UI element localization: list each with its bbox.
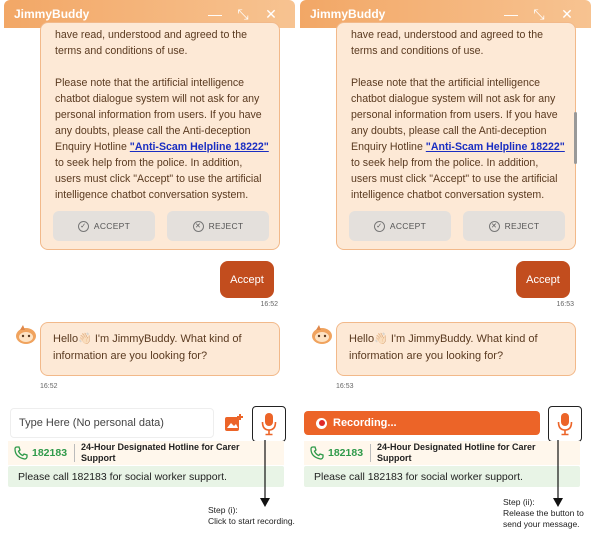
- bot-message-bubble: Hello👋🏻 I'm JimmyBuddy. What kind of information are you looking for?: [40, 322, 280, 376]
- microphone-icon: [261, 412, 277, 436]
- user-message-bubble: Accept: [220, 261, 274, 298]
- check-circle-icon: ✓: [78, 221, 89, 232]
- anti-scam-text-before: Please note that the artificial intelligence chatbot dialogue system will not ask for any personal information from users. If you have any doubts, please call the Anti-deception Enquiry Hotline: [55, 77, 262, 153]
- chat-window-step-1: [4, 0, 295, 490]
- social-worker-info: Please call 182183 for social worker support.: [8, 466, 284, 487]
- recording-indicator: [304, 411, 540, 435]
- phone-icon: [308, 446, 326, 460]
- bot-message-bubble: Hello👋🏻 I'm JimmyBuddy. What kind of information are you looking for?: [336, 322, 576, 376]
- step-2-text-1: Release the button to: [503, 508, 584, 518]
- step-1-arrow: [258, 440, 272, 508]
- image-add-icon[interactable]: [224, 413, 244, 433]
- scrollbar-thumb[interactable]: [574, 112, 577, 164]
- reject-button[interactable]: [463, 211, 565, 241]
- close-icon[interactable]: ✕: [561, 5, 573, 22]
- terms-paragraph: have read, understood and agreed to the terms and conditions of use.: [55, 29, 248, 57]
- close-icon[interactable]: ✕: [265, 5, 277, 22]
- terms-notice-bubble: [336, 22, 576, 250]
- microphone-icon: [557, 412, 573, 436]
- check-circle-icon: ✓: [374, 221, 385, 232]
- step-2-caption: [503, 497, 584, 530]
- accept-label: ACCEPT: [93, 221, 131, 231]
- minimize-icon[interactable]: —: [208, 6, 222, 22]
- step-2-title: Step (ii):: [503, 497, 535, 507]
- app-title: JimmyBuddy: [310, 7, 386, 21]
- record-dot-icon: [316, 418, 327, 429]
- collapse-icon[interactable]: ⤡: [533, 5, 545, 22]
- anti-scam-text-after: to seek help from the police. In addition, users must click "Accept" to use the artificial intelligence chatbot conversation system.: [351, 157, 558, 201]
- user-message-time: 16:52: [260, 301, 278, 308]
- accept-button[interactable]: [349, 211, 451, 241]
- carer-hotline-card[interactable]: [304, 441, 580, 465]
- hotline-number: 182183: [32, 447, 68, 459]
- hotline-description: 24-Hour Designated Hotline for Carer Support: [377, 442, 536, 463]
- recording-label: Recording...: [333, 417, 397, 429]
- bot-avatar-icon: [14, 322, 38, 346]
- anti-scam-hotline-link[interactable]: "Anti-Scam Helpline 18222": [129, 141, 269, 153]
- anti-scam-text-before: Please note that the artificial intelligence chatbot dialogue system will not ask for any personal information from users. If you have any doubts, please call the Anti-deception Enquiry Hotline: [351, 77, 558, 153]
- user-message-bubble: Accept: [516, 261, 570, 298]
- hotline-number: 182183: [328, 447, 364, 459]
- carer-hotline-card[interactable]: [8, 441, 284, 465]
- accept-label: ACCEPT: [389, 221, 427, 231]
- input-placeholder: Type Here (No personal data): [19, 417, 164, 429]
- x-circle-icon: ✕: [193, 221, 204, 232]
- bot-message-time: 16:53: [336, 383, 354, 390]
- x-circle-icon: ✕: [489, 221, 500, 232]
- step-1-text: Click to start recording.: [208, 516, 295, 526]
- anti-scam-paragraph: [351, 75, 567, 203]
- terms-notice-bubble: [40, 22, 280, 250]
- hotline-description: 24-Hour Designated Hotline for Carer Support: [81, 442, 240, 463]
- chat-window-step-2: [300, 0, 591, 490]
- bot-avatar-icon: [310, 322, 334, 346]
- divider: [370, 444, 371, 462]
- user-message-time: 16:53: [556, 301, 574, 308]
- anti-scam-hotline-link[interactable]: "Anti-Scam Helpline 18222": [425, 141, 565, 153]
- collapse-icon[interactable]: ⤡: [237, 5, 249, 22]
- minimize-icon[interactable]: —: [504, 6, 518, 22]
- social-worker-info: Please call 182183 for social worker support.: [304, 466, 580, 487]
- bot-message-time: 16:52: [40, 383, 58, 390]
- microphone-button[interactable]: [252, 406, 286, 442]
- app-title: JimmyBuddy: [14, 7, 90, 21]
- message-input[interactable]: [10, 408, 214, 438]
- phone-icon: [12, 446, 30, 460]
- step-1-title: Step (i):: [208, 505, 238, 515]
- anti-scam-paragraph: [55, 75, 271, 203]
- divider: [74, 444, 75, 462]
- reject-label: REJECT: [208, 221, 244, 231]
- reject-label: REJECT: [504, 221, 540, 231]
- step-1-caption: [208, 505, 295, 527]
- anti-scam-text-after: to seek help from the police. In addition, users must click "Accept" to use the artificial intelligence chatbot conversation system.: [55, 157, 262, 201]
- microphone-button[interactable]: [548, 406, 582, 442]
- terms-paragraph: have read, understood and agreed to the terms and conditions of use.: [351, 29, 544, 57]
- accept-button[interactable]: [53, 211, 155, 241]
- reject-button[interactable]: [167, 211, 269, 241]
- step-2-text-2: send your message.: [503, 519, 580, 529]
